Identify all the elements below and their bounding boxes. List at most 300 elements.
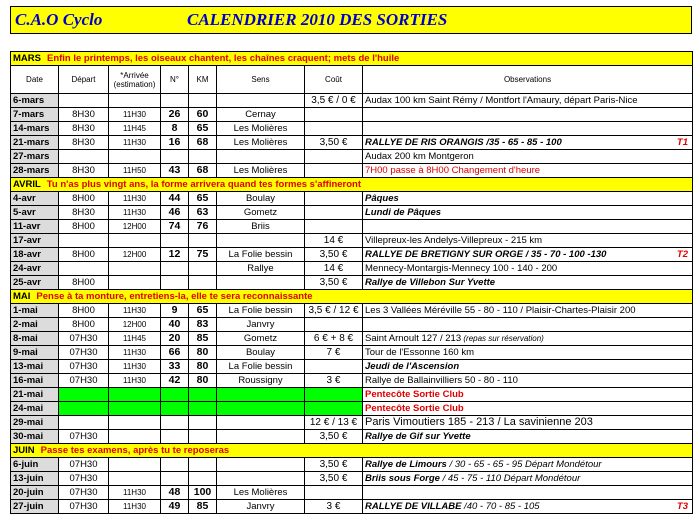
route-number-cell	[161, 416, 189, 430]
cost-cell	[305, 122, 363, 136]
table-row	[11, 360, 693, 374]
route-number-cell: 48	[161, 486, 189, 500]
km-cell: 65	[189, 122, 217, 136]
observation-text: Tour de l'Essonne 160 km	[365, 347, 475, 358]
observations-cell	[363, 346, 693, 360]
table-row	[11, 150, 693, 164]
km-cell: 68	[189, 136, 217, 150]
arrivee-cell: 11H45	[109, 332, 161, 346]
month-name: MAI	[13, 291, 31, 302]
cost-cell: 3 €	[305, 374, 363, 388]
sens-cell: Janvry	[217, 500, 305, 514]
cost-cell: 12 € / 13 €	[305, 416, 363, 430]
sens-cell	[217, 276, 305, 290]
table-row	[11, 346, 693, 360]
depart-cell: 07H30	[59, 332, 109, 346]
km-cell	[189, 416, 217, 430]
observation-text: Briis sous Forge	[365, 473, 440, 484]
date-cell: 16-mai	[11, 374, 59, 388]
month-motto: Passe tes examens, après tu te reposeras	[40, 445, 230, 456]
route-number-cell: 42	[161, 374, 189, 388]
observations-cell	[363, 192, 693, 206]
observations-cell	[363, 304, 693, 318]
month-cell	[11, 52, 693, 66]
observation-text: Jeudi de l'Ascension	[365, 361, 460, 372]
page-title: CALENDRIER 2010 DES SORTIES	[187, 10, 448, 29]
observation-text: Rallye de Villebon Sur Yvette	[365, 277, 496, 288]
table-row	[11, 164, 693, 178]
sens-cell	[217, 150, 305, 164]
sens-cell: Gometz	[217, 206, 305, 220]
arrivee-cell	[109, 458, 161, 472]
cost-cell	[305, 486, 363, 500]
observation-text: Pentecôte Sortie Club	[365, 389, 464, 400]
depart-cell: 8H00	[59, 318, 109, 332]
month-motto: Pense à ta monture, entretiens-la, elle te sera reconnaissante	[36, 291, 313, 302]
observation-detail: / 30 - 65 - 65 - 95 Départ Mondétour	[446, 459, 602, 470]
route-number-cell	[161, 234, 189, 248]
observations-cell	[363, 94, 693, 108]
date-cell: 21-mai	[11, 388, 59, 402]
arrivee-cell	[109, 262, 161, 276]
depart-cell: 07H30	[59, 486, 109, 500]
column-header: Sens	[217, 66, 305, 94]
depart-cell	[59, 402, 109, 416]
date-cell: 29-mai	[11, 416, 59, 430]
sens-cell	[217, 430, 305, 444]
cost-cell	[305, 164, 363, 178]
observations-cell	[363, 262, 693, 276]
cost-cell	[305, 402, 363, 416]
arrivee-cell: 11H30	[109, 206, 161, 220]
column-header: Observations	[363, 66, 693, 94]
title-bar	[10, 6, 692, 34]
arrivee-cell: 12H00	[109, 220, 161, 234]
month-name: AVRIL	[13, 179, 41, 190]
depart-cell	[59, 234, 109, 248]
table-row	[11, 220, 693, 234]
depart-cell	[59, 94, 109, 108]
cost-cell	[305, 318, 363, 332]
depart-cell: 8H00	[59, 304, 109, 318]
km-cell: 80	[189, 346, 217, 360]
cost-cell: 3,50 €	[305, 276, 363, 290]
arrivee-cell	[109, 430, 161, 444]
observation-text: Rallye de Gif sur Yvette	[365, 431, 471, 442]
table-row	[11, 486, 693, 500]
sens-cell: Les Molières	[217, 136, 305, 150]
arrivee-cell: 11H45	[109, 122, 161, 136]
date-cell: 28-mars	[11, 164, 59, 178]
column-header: KM	[189, 66, 217, 94]
route-number-cell	[161, 388, 189, 402]
date-cell: 13-juin	[11, 472, 59, 486]
km-cell: 85	[189, 500, 217, 514]
arrivee-cell	[109, 150, 161, 164]
depart-cell: 8H30	[59, 136, 109, 150]
depart-cell: 07H30	[59, 500, 109, 514]
observations-cell	[363, 234, 693, 248]
km-cell	[189, 262, 217, 276]
month-row	[11, 178, 693, 192]
observation-detail: / 45 - 75 - 110 Départ Mondétour	[439, 473, 581, 484]
cost-cell	[305, 360, 363, 374]
arrivee-cell	[109, 472, 161, 486]
cost-cell	[305, 220, 363, 234]
km-cell: 83	[189, 318, 217, 332]
observations-cell	[363, 318, 693, 332]
route-number-cell: 20	[161, 332, 189, 346]
arrivee-cell: 11H50	[109, 164, 161, 178]
observations-cell	[363, 220, 693, 234]
cost-cell: 3 €	[305, 500, 363, 514]
depart-cell: 07H30	[59, 360, 109, 374]
trophy-tag: T3	[676, 501, 689, 512]
month-cell	[11, 178, 693, 192]
table-row	[11, 234, 693, 248]
arrivee-cell: 11H30	[109, 500, 161, 514]
depart-cell: 07H30	[59, 346, 109, 360]
date-cell: 27-juin	[11, 500, 59, 514]
route-number-cell: 66	[161, 346, 189, 360]
observation-text: RALLYE DE VILLABE	[365, 501, 462, 512]
date-cell: 11-avr	[11, 220, 59, 234]
depart-cell: 8H00	[59, 276, 109, 290]
sens-cell: La Folie bessin	[217, 248, 305, 262]
observations-cell	[363, 472, 693, 486]
table-row	[11, 318, 693, 332]
observations-cell	[363, 136, 693, 150]
table-row	[11, 388, 693, 402]
sens-cell: Rallye	[217, 262, 305, 276]
column-header-row	[11, 66, 693, 94]
observations-cell	[363, 332, 693, 346]
km-cell: 63	[189, 206, 217, 220]
date-cell: 4-avr	[11, 192, 59, 206]
date-cell: 5-avr	[11, 206, 59, 220]
km-cell	[189, 276, 217, 290]
km-cell: 60	[189, 108, 217, 122]
depart-cell: 8H30	[59, 206, 109, 220]
month-motto: Tu n'as plus vingt ans, la forme arrivera quand tes formes s'affineront	[46, 179, 362, 190]
arrivee-cell: 11H30	[109, 346, 161, 360]
trophy-tag: T2	[676, 249, 689, 260]
depart-cell: 8H30	[59, 122, 109, 136]
observations-cell	[363, 248, 693, 262]
cost-cell	[305, 388, 363, 402]
cost-cell: 3,50 €	[305, 458, 363, 472]
table-row	[11, 206, 693, 220]
depart-cell	[59, 150, 109, 164]
km-cell: 80	[189, 374, 217, 388]
arrivee-cell: 11H30	[109, 374, 161, 388]
arrivee-cell	[109, 234, 161, 248]
sens-cell: La Folie bessin	[217, 360, 305, 374]
route-number-cell	[161, 430, 189, 444]
table-row	[11, 458, 693, 472]
km-cell: 85	[189, 332, 217, 346]
route-number-cell: 74	[161, 220, 189, 234]
km-cell: 80	[189, 360, 217, 374]
arrivee-cell: 12H00	[109, 318, 161, 332]
table-row	[11, 304, 693, 318]
route-number-cell	[161, 262, 189, 276]
date-cell: 6-mars	[11, 94, 59, 108]
depart-cell: 07H30	[59, 430, 109, 444]
sens-cell	[217, 472, 305, 486]
cost-cell: 3,50 €	[305, 136, 363, 150]
observation-text: RALLYE DE BRETIGNY SUR ORGE / 35 - 70 - 100 -130	[365, 249, 607, 260]
date-cell: 6-juin	[11, 458, 59, 472]
observation-text: Rallye de Ballainvilliers 50 - 80 - 110	[365, 375, 518, 386]
column-header: Départ	[59, 66, 109, 94]
table-row	[11, 136, 693, 150]
observations-cell	[363, 150, 693, 164]
cost-cell: 14 €	[305, 262, 363, 276]
km-cell	[189, 472, 217, 486]
observations-cell	[363, 374, 693, 388]
arrivee-cell	[109, 388, 161, 402]
cost-cell: 7 €	[305, 346, 363, 360]
observations-cell	[363, 388, 693, 402]
observation-text: Pâques	[365, 193, 399, 204]
observations-cell	[363, 430, 693, 444]
observation-text: Saint Arnoult 127 / 213	[365, 333, 462, 344]
route-number-cell: 26	[161, 108, 189, 122]
column-header: N°	[161, 66, 189, 94]
date-cell: 24-mai	[11, 402, 59, 416]
column-header: Coût	[305, 66, 363, 94]
observation-text: Villepreux-les Andelys-Villepreux - 215 km	[365, 235, 543, 246]
table-row	[11, 122, 693, 136]
arrivee-cell: 11H30	[109, 108, 161, 122]
month-motto: Enfin le printemps, les oiseaux chantent, les chaînes craquent; mets de l'huile	[46, 53, 400, 64]
date-cell: 18-avr	[11, 248, 59, 262]
route-number-cell: 16	[161, 136, 189, 150]
month-cell	[11, 444, 693, 458]
depart-cell	[59, 416, 109, 430]
route-number-cell	[161, 458, 189, 472]
date-cell: 24-avr	[11, 262, 59, 276]
km-cell: 76	[189, 220, 217, 234]
route-number-cell	[161, 402, 189, 416]
cost-cell: 3,50 €	[305, 430, 363, 444]
observation-text: Pentecôte Sortie Club	[365, 403, 464, 414]
observation-detail: /40 - 70 - 85 - 105	[461, 501, 540, 512]
table-row	[11, 192, 693, 206]
cost-cell: 3,50 €	[305, 248, 363, 262]
sens-cell: Boulay	[217, 192, 305, 206]
sens-cell: La Folie bessin	[217, 304, 305, 318]
observation-text: Rallye de Limours	[365, 459, 447, 470]
club-name: C.A.O Cyclo	[15, 10, 103, 29]
depart-cell: 8H30	[59, 108, 109, 122]
route-number-cell: 9	[161, 304, 189, 318]
arrivee-cell	[109, 416, 161, 430]
date-cell: 13-mai	[11, 360, 59, 374]
observations-cell	[363, 360, 693, 374]
date-cell: 21-mars	[11, 136, 59, 150]
observations-cell	[363, 108, 693, 122]
km-cell	[189, 94, 217, 108]
route-number-cell	[161, 150, 189, 164]
table-row	[11, 248, 693, 262]
date-cell: 7-mars	[11, 108, 59, 122]
sens-cell: Boulay	[217, 346, 305, 360]
arrivee-cell: 11H30	[109, 304, 161, 318]
observations-cell	[363, 402, 693, 416]
km-cell	[189, 388, 217, 402]
date-cell: 25-avr	[11, 276, 59, 290]
calendar-table	[10, 51, 693, 514]
sens-cell: Les Molières	[217, 164, 305, 178]
route-number-cell: 49	[161, 500, 189, 514]
month-row	[11, 290, 693, 304]
route-number-cell: 46	[161, 206, 189, 220]
observation-text: Audax 100 km Saint Rémy / Montfort l'Amaury, départ Paris-Nice	[365, 95, 638, 106]
cost-cell: 3,5 € / 0 €	[305, 94, 363, 108]
km-cell	[189, 458, 217, 472]
route-number-cell: 33	[161, 360, 189, 374]
trophy-tag: T1	[676, 137, 689, 148]
observation-text: 7H00 passe à 8H00 Changement d'heure	[365, 165, 541, 176]
date-cell: 30-mai	[11, 430, 59, 444]
observation-text: Mennecy-Montargis-Mennecy 100 - 140 - 200	[365, 263, 558, 274]
arrivee-cell: 11H30	[109, 360, 161, 374]
route-number-cell: 12	[161, 248, 189, 262]
date-cell: 2-mai	[11, 318, 59, 332]
sens-cell: Roussigny	[217, 374, 305, 388]
route-number-cell: 43	[161, 164, 189, 178]
km-cell: 75	[189, 248, 217, 262]
arrivee-cell	[109, 402, 161, 416]
observations-cell	[363, 276, 693, 290]
observations-cell	[363, 122, 693, 136]
table-row	[11, 332, 693, 346]
depart-cell	[59, 262, 109, 276]
depart-cell: 8H00	[59, 192, 109, 206]
arrivee-cell: 11H30	[109, 136, 161, 150]
cost-cell	[305, 192, 363, 206]
sens-cell: Gometz	[217, 332, 305, 346]
sens-cell	[217, 94, 305, 108]
table-row	[11, 94, 693, 108]
km-cell	[189, 430, 217, 444]
arrivee-cell	[109, 94, 161, 108]
depart-cell: 8H30	[59, 164, 109, 178]
route-number-cell	[161, 94, 189, 108]
column-header: *Arrivée (estimation)	[109, 66, 161, 94]
date-cell: 17-avr	[11, 234, 59, 248]
table-row	[11, 472, 693, 486]
observation-text: RALLYE DE RIS ORANGIS /35 - 65 - 85 - 100	[365, 137, 562, 148]
observations-cell	[363, 164, 693, 178]
arrivee-cell	[109, 276, 161, 290]
table-row	[11, 500, 693, 514]
cost-cell: 3,5 € / 12 €	[305, 304, 363, 318]
table-row	[11, 108, 693, 122]
cost-cell: 6 € + 8 €	[305, 332, 363, 346]
sens-cell: Janvry	[217, 318, 305, 332]
observation-text: Lundi de Pâques	[365, 207, 442, 218]
km-cell	[189, 234, 217, 248]
observations-cell	[363, 416, 693, 430]
cost-cell: 3,50 €	[305, 472, 363, 486]
column-header: Date	[11, 66, 59, 94]
arrivee-cell: 11H30	[109, 192, 161, 206]
route-number-cell	[161, 276, 189, 290]
cost-cell: 14 €	[305, 234, 363, 248]
km-cell	[189, 402, 217, 416]
depart-cell: 8H00	[59, 220, 109, 234]
sens-cell	[217, 402, 305, 416]
table-row	[11, 262, 693, 276]
observation-text: Audax 200 km Montgeron	[365, 151, 474, 162]
observations-cell	[363, 500, 693, 514]
cost-cell	[305, 150, 363, 164]
depart-cell: 8H00	[59, 248, 109, 262]
date-cell: 8-mai	[11, 332, 59, 346]
observations-cell	[363, 458, 693, 472]
route-number-cell: 40	[161, 318, 189, 332]
sens-cell	[217, 234, 305, 248]
depart-cell: 07H30	[59, 458, 109, 472]
sens-cell: Les Molières	[217, 122, 305, 136]
km-cell: 65	[189, 192, 217, 206]
km-cell: 68	[189, 164, 217, 178]
month-row	[11, 52, 693, 66]
arrivee-cell: 12H00	[109, 248, 161, 262]
route-number-cell: 8	[161, 122, 189, 136]
depart-cell	[59, 388, 109, 402]
month-row	[11, 444, 693, 458]
route-number-cell: 44	[161, 192, 189, 206]
sens-cell	[217, 458, 305, 472]
table-row	[11, 276, 693, 290]
cost-cell	[305, 206, 363, 220]
month-cell	[11, 290, 693, 304]
depart-cell: 07H30	[59, 374, 109, 388]
date-cell: 1-mai	[11, 304, 59, 318]
observations-cell	[363, 206, 693, 220]
km-cell	[189, 150, 217, 164]
date-cell: 27-mars	[11, 150, 59, 164]
date-cell: 14-mars	[11, 122, 59, 136]
observations-cell	[363, 486, 693, 500]
table-row	[11, 402, 693, 416]
observation-note: (repas sur réservation)	[461, 334, 544, 343]
route-number-cell	[161, 472, 189, 486]
month-name: MARS	[13, 53, 41, 64]
date-cell: 20-juin	[11, 486, 59, 500]
km-cell: 65	[189, 304, 217, 318]
sens-cell	[217, 416, 305, 430]
sens-cell: Cernay	[217, 108, 305, 122]
km-cell: 100	[189, 486, 217, 500]
depart-cell: 07H30	[59, 472, 109, 486]
sens-cell	[217, 388, 305, 402]
table-row	[11, 374, 693, 388]
cost-cell	[305, 108, 363, 122]
date-cell: 9-mai	[11, 346, 59, 360]
sens-cell: Briis	[217, 220, 305, 234]
observation-text: Paris Vimoutiers 185 - 213 / La savinienne 203	[365, 416, 593, 428]
table-row	[11, 430, 693, 444]
month-name: JUIN	[13, 445, 35, 456]
table-row	[11, 416, 693, 430]
sens-cell: Les Molières	[217, 486, 305, 500]
arrivee-cell: 11H30	[109, 486, 161, 500]
